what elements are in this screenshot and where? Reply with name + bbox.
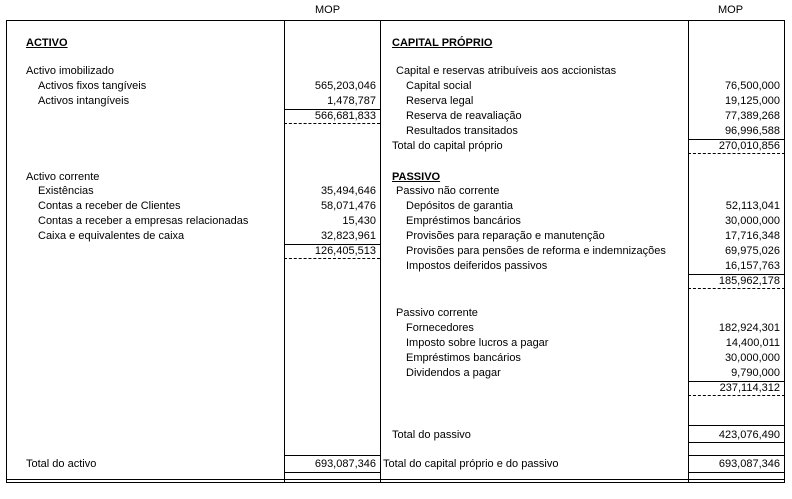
capital-item-value: 19,125,000: [724, 95, 780, 107]
capital-total-label: Total do capital próprio: [392, 140, 503, 152]
passivo-nc-subtotal: 185,962,178: [718, 275, 780, 287]
capital-item-label: Reserva legal: [406, 95, 474, 107]
passivo-heading: PASSIVO: [392, 171, 441, 183]
total-rule: [284, 455, 380, 456]
activo-imobilizado-label: Activo imobilizado: [26, 65, 115, 77]
activo-corrente-item-label: Contas a receber de Clientes: [38, 200, 181, 212]
passivo-c-item-label: Dividendos a pagar: [406, 367, 501, 379]
passivo-c-item-value: 182,924,301: [718, 322, 780, 334]
capital-heading: CAPITAL PRÓPRIO: [392, 37, 493, 49]
total-passivo-value: 423,076,490: [718, 429, 780, 441]
activo-imobilizado-item-label: Activos fixos tangíveis: [38, 80, 147, 92]
activo-corrente-item-value: 15,430: [342, 215, 376, 227]
subtotal-underline: [688, 288, 785, 289]
currency-left: MOP: [315, 4, 341, 16]
passivo-c-item-value: 30,000,000: [724, 352, 780, 364]
activo-heading: ACTIVO: [26, 37, 68, 49]
total-rule: [688, 455, 785, 456]
passivo-nc-item-label: Depósitos de garantia: [406, 200, 514, 212]
passivo-c-item-label: Fornecedores: [406, 322, 474, 334]
subtotal-underline: [284, 258, 380, 259]
passivo-nc-item-label: Provisões para pensões de reforma e indemnizações: [406, 245, 666, 257]
total-underline: [284, 472, 380, 473]
total-activo-value: 693,087,346: [314, 458, 376, 470]
passivo-c-item-value: 14,400,011: [725, 337, 780, 349]
activo-corrente-item-label: Existências: [38, 185, 94, 197]
capital-reservas-label: Capital e reservas atribuíveis aos accionistas: [396, 65, 617, 77]
grand-total-value: 693,087,346: [718, 458, 780, 470]
total-underline: [688, 472, 785, 473]
capital-item-label: Capital social: [406, 80, 472, 92]
activo-corrente-item-value: 35,494,646: [320, 185, 376, 197]
activo-imobilizado-item-value: 1,478,787: [327, 95, 376, 107]
passivo-corrente-label: Passivo corrente: [396, 307, 478, 319]
grand-total-label: Total do capital próprio e do passivo: [383, 458, 559, 470]
activo-imobilizado-item-value: 565,203,046: [314, 80, 376, 92]
passivo-c-item-label: Empréstimos bancários: [406, 352, 521, 364]
passivo-nc-item-value: 17,716,348: [724, 230, 780, 242]
subtotal-underline: [688, 395, 785, 396]
capital-item-value: 76,500,000: [724, 80, 780, 92]
subtotal-underline: [688, 153, 785, 154]
passivo-nc-item-label: Provisões para reparação e manutenção: [406, 230, 605, 242]
capital-item-value: 96,996,588: [724, 125, 780, 137]
passivo-nao-corrente-label: Passivo não corrente: [396, 185, 500, 197]
capital-item-label: Resultados transitados: [406, 125, 518, 137]
bottom-double-rule: [6, 479, 785, 480]
activo-corrente-item-value: 32,823,961: [320, 230, 376, 242]
passivo-nc-item-label: Impostos deiferidos passivos: [406, 260, 548, 272]
total-passivo-label: Total do passivo: [392, 429, 471, 441]
capital-item-label: Reserva de reavaliação: [406, 110, 522, 122]
passivo-nc-item-label: Empréstimos bancários: [406, 215, 521, 227]
subtotal-underline: [284, 123, 380, 124]
passivo-nc-item-value: 69,975,026: [724, 245, 780, 257]
activo-imobilizado-subtotal: 566,681,833: [314, 110, 376, 122]
capital-total-value: 270,010,856: [718, 140, 780, 152]
passivo-c-item-value: 9,790,000: [731, 367, 780, 379]
activo-imobilizado-item-label: Activos intangíveis: [38, 95, 130, 107]
left-value-column-rule-b: [380, 20, 381, 483]
capital-item-value: 77,389,268: [724, 110, 780, 122]
total-activo-label: Total do activo: [26, 458, 97, 470]
passivo-nc-item-value: 16,157,763: [724, 260, 780, 272]
activo-corrente-item-value: 58,071,476: [320, 200, 376, 212]
passivo-c-item-label: Imposto sobre lucros a pagar: [406, 337, 549, 349]
activo-corrente-item-label: Caixa e equivalentes de caixa: [38, 230, 185, 242]
passivo-c-subtotal: 237,114,312: [719, 382, 780, 394]
activo-corrente-subtotal: 126,405,513: [314, 245, 376, 257]
passivo-nc-item-value: 52,113,041: [725, 200, 780, 212]
total-underline: [688, 442, 785, 443]
currency-right: MOP: [718, 4, 744, 16]
total-rule: [688, 425, 785, 426]
activo-corrente-label: Activo corrente: [26, 171, 100, 183]
passivo-nc-item-value: 30,000,000: [724, 215, 780, 227]
activo-corrente-item-label: Contas a receber a empresas relacionadas: [38, 215, 249, 227]
